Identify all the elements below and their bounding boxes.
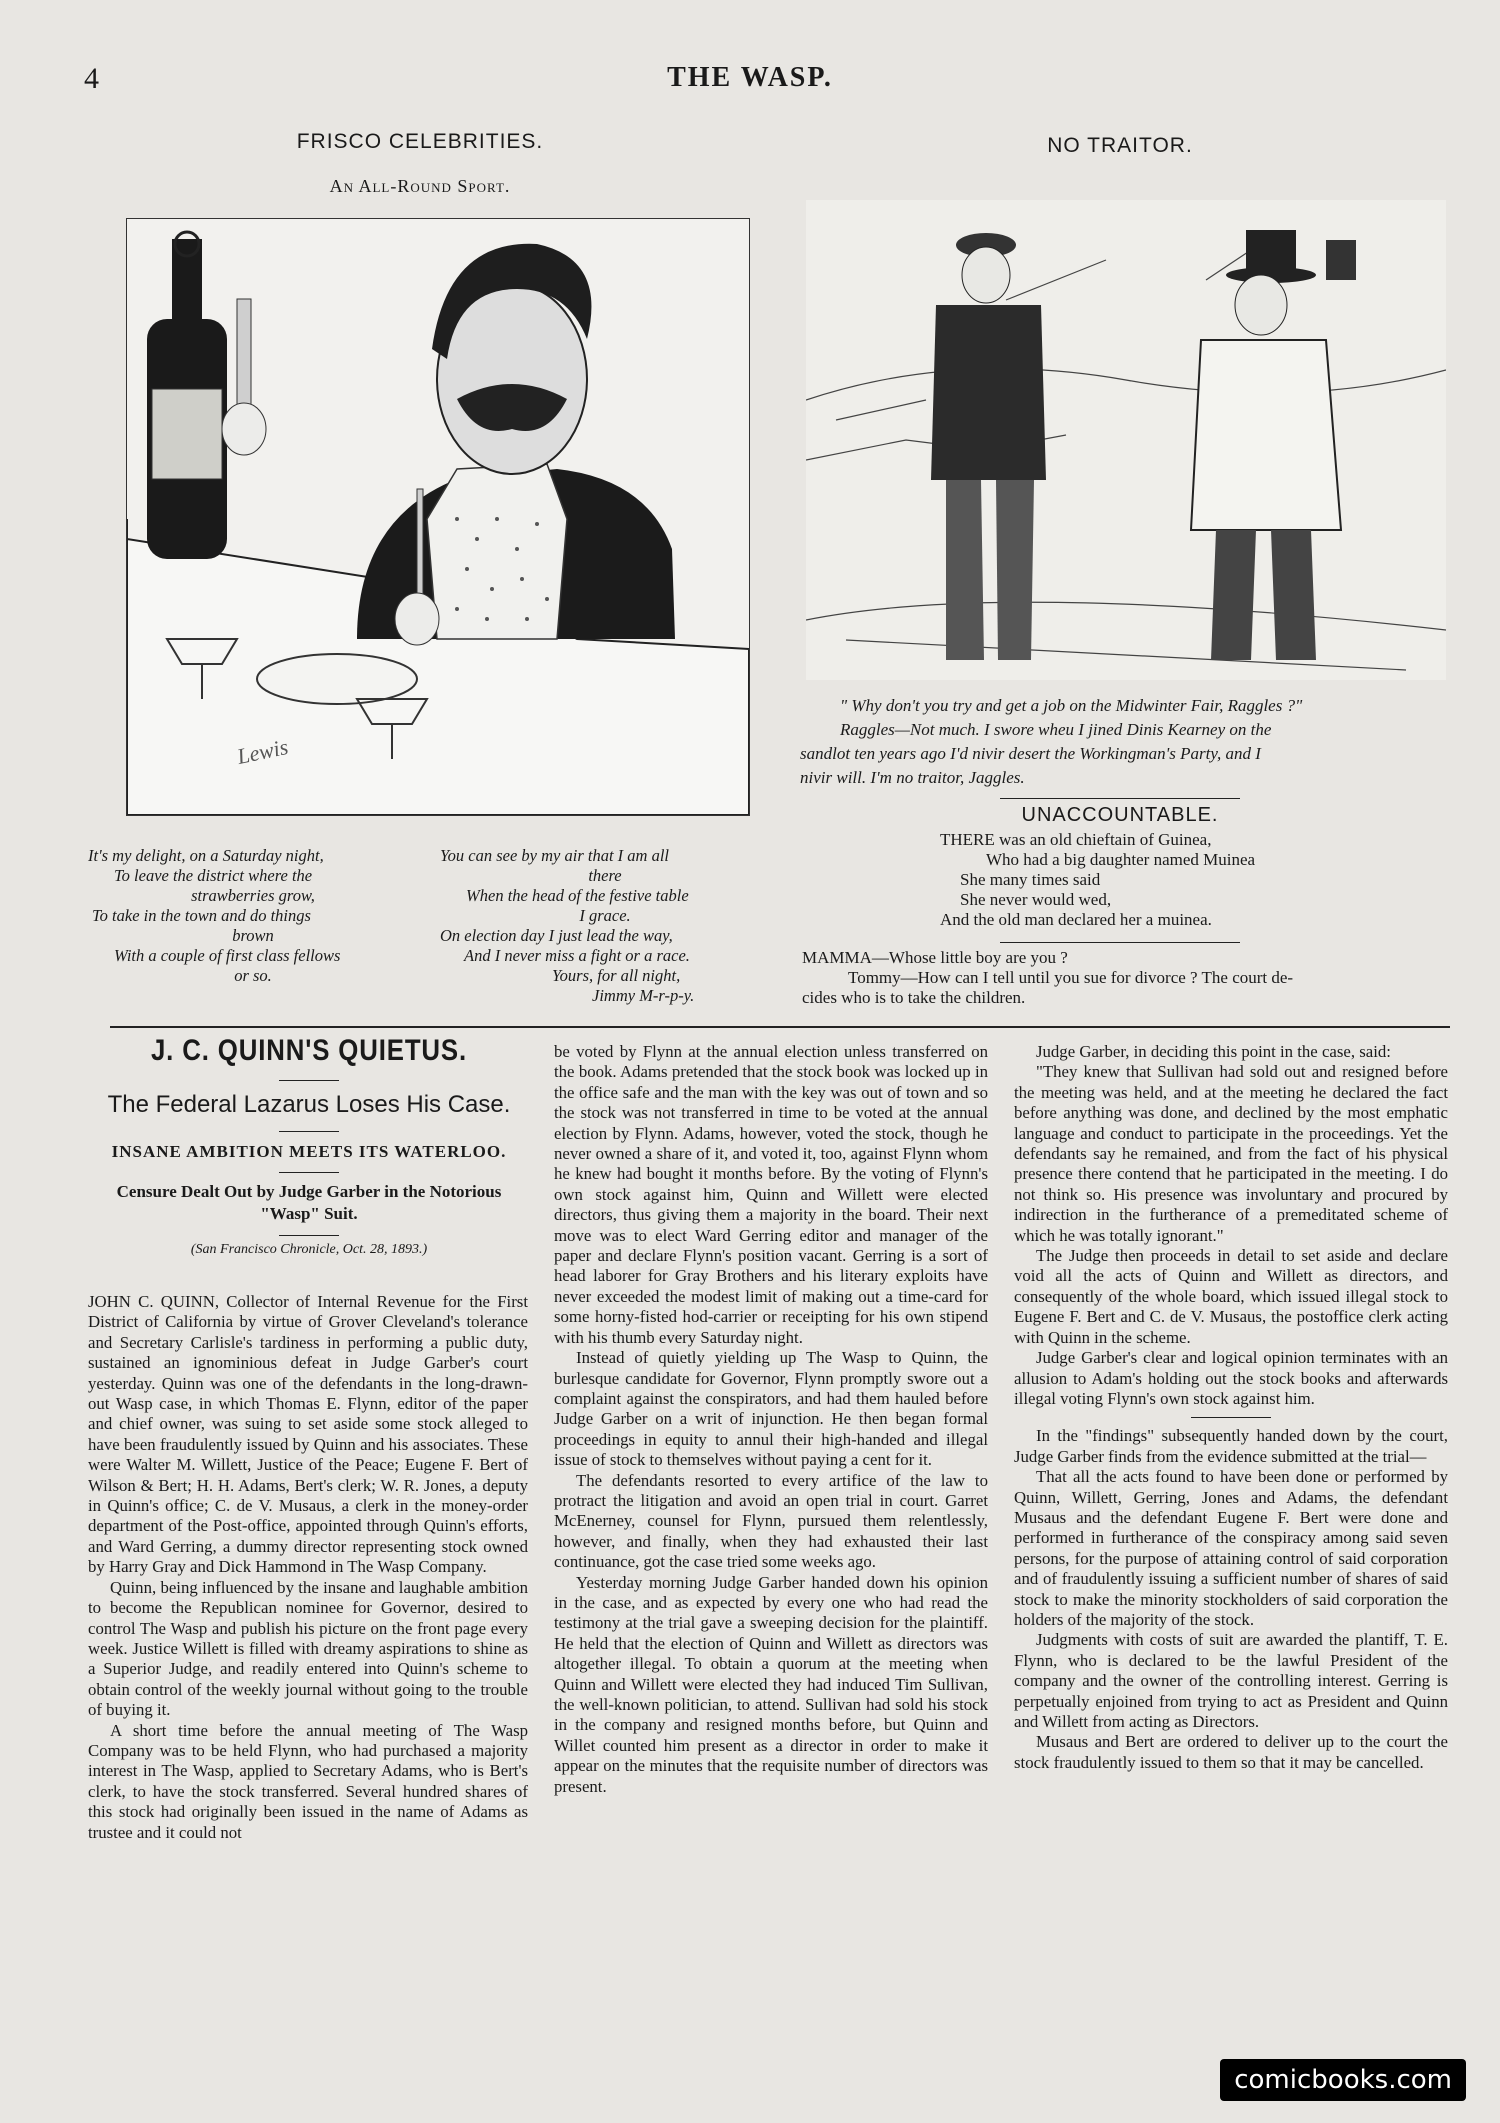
caption-line: sandlot ten years ago I'd nivir desert the Workingman's Party, and I (800, 744, 1261, 763)
article-source: (San Francisco Chronicle, Oct. 28, 1893.) (190, 1242, 428, 1257)
joke-line: Tommy—How can I tell until you sue for divorce ? The court de- (848, 968, 1294, 987)
paragraph: Musaus and Bert are ordered to deliver up to the court the stock fraudulently issued to them so that it may be cancelled. (1014, 1732, 1448, 1772)
article-column-3 (1014, 1042, 1448, 1773)
left-cartoon-subtitle: An All-Round Sport. (329, 176, 511, 196)
divider (279, 1080, 339, 1081)
poem-line: It's my delight, on a Saturday night, (88, 846, 324, 865)
divider (279, 1235, 339, 1236)
verse-line: And the old man declared her a muinea. (940, 910, 1212, 929)
sport-cartoon-drawing (127, 219, 749, 815)
left-cartoon-illustration (126, 218, 750, 816)
poem-right (440, 846, 770, 1006)
poem-line: To take in the town and do things (92, 906, 311, 925)
right-cartoon-illustration (806, 200, 1446, 680)
joke-line: cides who is to take the children. (802, 988, 1026, 1007)
artist-signature: Lewis (234, 733, 291, 770)
poem-line: With a couple of first class fellows (114, 946, 341, 965)
poem-line: Yours, for all night, (552, 966, 681, 985)
paragraph: Instead of quietly yielding up The Wasp to Quinn, the burlesque candidate for Governor, Flynn promptly swore out a complaint against the conspirators, and had them hauled before Judge Garber on a writ of injunction. He then began formal proceedings in equity to annul their high-handed and illegal issue of stock to themselves without paying a cent for it. (554, 1348, 988, 1470)
paragraph: That all the acts found to have been done or performed by Quinn, Willett, Gerring, Jones and Adams, the defendant Musaus and the defendant Eugene F. Bert were done and performed in furtherance of the conspiracy among said seven persons, for the purpose of attaining control of said corporation and of fraudulently issuing a sufficient number of shares of said stock to make the minority stockholders of said corporation the holders of the majority of the stock. (1014, 1467, 1448, 1629)
masthead: THE WASP. (667, 62, 833, 93)
divider (1191, 1417, 1271, 1418)
article-header (88, 1034, 530, 1258)
divider (279, 1172, 339, 1173)
paragraph: Yesterday morning Judge Garber handed down his opinion in the case, and as expected by every one who had read the testimony at the trial gave a sweeping decision for the plaintiff. He held that the election of Quinn and Willett as directors was altogether illegal. To obtain a quorum at the meeting when Quinn and Willett were elected they had induced Tim Sullivan, the well-known politician, to attend. Sullivan had sold his stock in the company and resigned months before, but Quinn and Willet counted him present as a director in order to make it appear on the minutes that the requisite number of directors was present. (554, 1572, 988, 1796)
joke-line: MAMMA—Whose little boy are you ? (802, 948, 1068, 967)
poem-line: brown (232, 926, 274, 945)
poem-line: And I never miss a fight or a race. (464, 946, 690, 965)
unaccountable-title: UNACCOUNTABLE. (1021, 804, 1219, 826)
page-number: 4 (84, 62, 99, 95)
paragraph: "They knew that Sullivan had sold out and resigned before the meeting was held, and at the meeting he declared the fact before anything was done, and declined by the most emphatic language and conduct to participate in the proceedings. Yet the defendants say he remained, and from the fact of his physical presence there contend that he participated in the meeting. I do not think so. His presence was involuntary and procured by indirection in the furtherance of a premeditated scheme of which he was totally ignorant." (1014, 1062, 1448, 1245)
verse-line: She many times said (960, 870, 1101, 889)
poem-line: When the head of the festive table (466, 886, 689, 905)
poem-line: To leave the district where the (114, 866, 313, 885)
paragraph: Judge Garber's clear and logical opinion terminates with an allusion to Adam's holding out the stock books and afterwards illegal voting Flynn's own stock against him. (1014, 1348, 1448, 1408)
unaccountable-verse (940, 830, 1400, 930)
paragraph: The defendants resorted to every artifice of the law to protract the litigation and avoid an open trial in court. Garret McEnerney, counsel for Flynn, pursued them relentlessly, however, and finally, when they had exhausted their last continuance, got the case tried some weeks ago. (554, 1470, 988, 1572)
paragraph: The Judge then proceeds in detail to set aside and declare void all the acts of Quinn and Willett as directors, and consequently of the whole board, which issued illegal stock to Eugene F. Bert and C. de V. Musaus, the postoffice clerk acting with Quinn in the scheme. (1014, 1246, 1448, 1347)
poem-line: I grace. (579, 906, 631, 925)
poem-line: or so. (234, 966, 272, 985)
left-cartoon-title: FRISCO CELEBRITIES. (296, 130, 544, 153)
poem-line: Jimmy M-r-p-y. (592, 986, 695, 1005)
article-kicker: INSANE AMBITION MEETS ITS WATERLOO. (111, 1142, 507, 1161)
caption-line: Raggles—Not much. I swore wheu I jined Dinis Kearney on the (840, 720, 1272, 739)
divider (1000, 942, 1240, 943)
article-deck: Censure Dealt Out by Judge Garber in the Notorious "Wasp" Suit. (116, 1182, 502, 1223)
section-divider (110, 1026, 1450, 1028)
verse-line: Who had a big daughter named Muinea (986, 850, 1256, 869)
article-headline: J. C. QUINN'S QUIETUS. (150, 1034, 468, 1067)
verse-line: THERE was an old chieftain of Guinea, (940, 830, 1212, 849)
traitor-cartoon-drawing (806, 200, 1446, 680)
article-column-2 (554, 1042, 988, 1797)
verse-line: She never would wed, (960, 890, 1112, 909)
paragraph: Judge Garber, in deciding this point in the case, said: (1036, 1042, 1391, 1061)
poem-line: You can see by my air that I am all (440, 846, 669, 865)
paragraph: In the "findings" subsequently handed down by the court, Judge Garber finds from the evidence submitted at the trial— (1014, 1426, 1448, 1466)
paragraph: Quinn, being influenced by the insane and laughable ambition to become the Republican nominee for Governor, desired to control The Wasp and publish his picture on the front page every week. Justice Willett is filled with dreamy aspirations to shine as a Superior Judge, and readily entered into Quinn's scheme to obtain control of the weekly journal without going to the trouble of buying it. (88, 1577, 528, 1720)
poem-left (88, 846, 418, 986)
right-cartoon-caption (800, 694, 1450, 790)
caption-line: nivir will. I'm no traitor, Jaggles. (800, 768, 1025, 787)
divider (1000, 798, 1240, 799)
site-watermark: comicbooks.com (1220, 2059, 1466, 2101)
paragraph: Judgments with costs of suit are awarded the plantiff, T. E. Flynn, who is declared to be the lawful President of the company and the owner of the controlling interest. Gerring is perpetually enjoined from trying to act as President and Quinn and Willett from acting as Directors. (1014, 1630, 1448, 1731)
right-cartoon-title: NO TRAITOR. (1047, 134, 1193, 157)
poem-line: On election day I just lead the way, (440, 926, 673, 945)
mamma-joke (802, 948, 1448, 1008)
paragraph: be voted by Flynn at the annual election unless transferred on the book. Adams pretended that the stock book was locked up in the office safe and the man with the key was out of town and so the stock was not transferred in time to be voted at the annual election by Flynn. Adams, however, voted the stock, though he never owned a share of it, and voted it, too, against Flynn whom he knew had bought it months before. By the voting of Flynn's own stock against him, Quinn and Willett were elected directors, thus giving them a majority in the board. Their next move was to elect Ward Gerring editor and manager of the paper and declare Flynn's position vacant. Gerring is a sort of head laborer for Gray Brothers and his literary exploits have never exceeded the modest limit of making out a time-card for some horny-fisted hod-carrier or receipting for his own stipend with his thumb every Saturday night. (554, 1042, 988, 1347)
poem-line: strawberries grow, (191, 886, 315, 905)
article-subhead: The Federal Lazarus Loses His Case. (107, 1091, 511, 1118)
paragraph: A short time before the annual meeting of The Wasp Company was to be held Flynn, who had purchased a majority interest in The Wasp, applied to Secretary Adams, who is Bert's clerk, to have the stock transferred. Several hundred shares of this stock had originally been issued in the name of Adams as trustee and it could not (88, 1720, 528, 1842)
article-column-1 (88, 1292, 528, 1843)
divider (279, 1131, 339, 1132)
poem-line: there (588, 866, 622, 885)
caption-line: " Why don't you try and get a job on the Midwinter Fair, Raggles ?" (840, 696, 1303, 715)
paragraph: JOHN C. QUINN, Collector of Internal Revenue for the First District of California by virtue of Grover Cleveland's tolerance and Secretary Carlisle's tardiness in performing a public duty, sustained an ignominious defeat in Judge Garber's court yesterday. Quinn was one of the defendants in the long-drawn-out Wasp case, in which Thomas E. Flynn, editor of the paper and chief owner, was suing to set aside some stock alleged to have been fraudulently issued by Quinn and his associates. These were Walter M. Willett, Justice of the Peace; Eugene F. Bert of Wilson & Bert; H. H. Adams, Bert's clerk; W. R. Jones, a deputy in Quinn's office; C. de V. Musaus, a clerk in the money-order department of the Post-office, appointed through Quinn's efforts, and Ward Gerring, a dummy director representing stock owned by Harry Gray and Dick Hammond in The Wasp Company. (88, 1292, 528, 1577)
